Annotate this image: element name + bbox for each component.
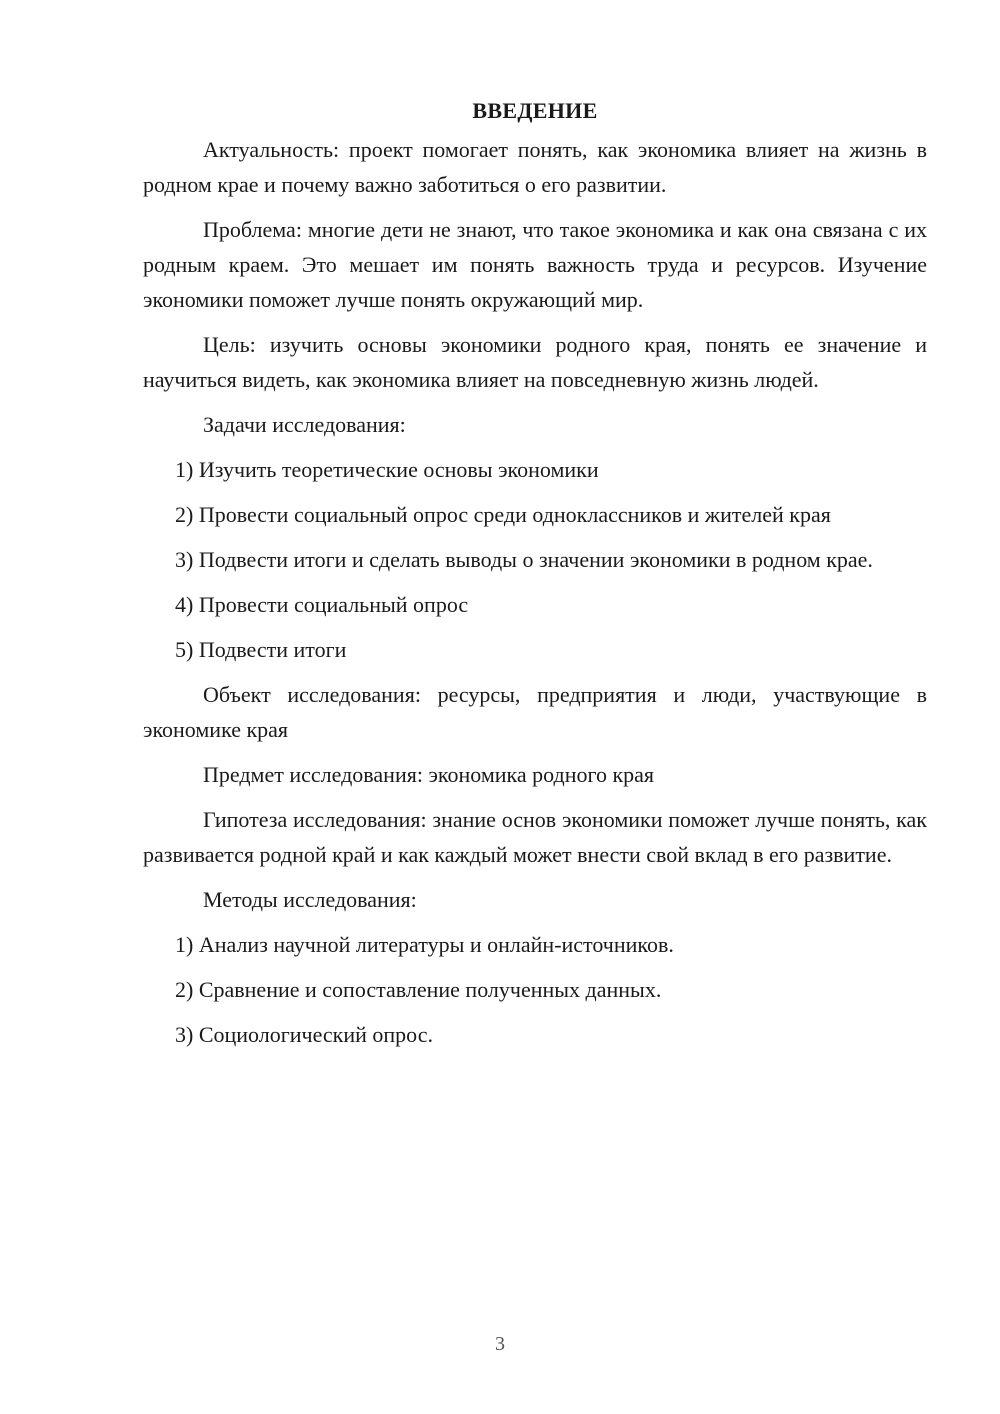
tasks-title: Задачи исследования: bbox=[203, 412, 406, 437]
method-item: 1) Анализ научной литературы и онлайн-источников. bbox=[175, 932, 674, 957]
task-item: 5) Подвести итоги bbox=[175, 637, 347, 662]
hypothesis-paragraph: Гипотеза исследования: знание основ экономики поможет лучше понять, как развивается родной край и как каждый может внести свой вклад в его развитие. bbox=[143, 807, 927, 867]
page-content bbox=[143, 96, 927, 1062]
task-item: 3) Подвести итоги и сделать выводы о значении экономики в родном крае. bbox=[175, 547, 873, 572]
subject-paragraph: Предмет исследования: экономика родного края bbox=[203, 762, 655, 787]
section-heading: ВВЕДЕНИЕ bbox=[472, 98, 598, 123]
method-item: 3) Социологический опрос. bbox=[175, 1022, 433, 1047]
task-item: 1) Изучить теоретические основы экономики bbox=[175, 457, 599, 482]
task-item: 2) Провести социальный опрос среди одноклассников и жителей края bbox=[175, 502, 831, 527]
object-paragraph: Объект исследования: ресурсы, предприятия и люди, участвующие в экономике края bbox=[143, 682, 927, 742]
page-number: 3 bbox=[495, 1333, 505, 1355]
goal-paragraph: Цель: изучить основы экономики родного края, понять ее значение и научиться видеть, как экономика влияет на повседневную жизнь людей. bbox=[143, 332, 927, 392]
methods-title: Методы исследования: bbox=[203, 887, 417, 912]
relevance-paragraph: Актуальность: проект помогает понять, как экономика влияет на жизнь в родном крае и почему важно заботиться о его развитии. bbox=[143, 137, 927, 197]
task-item: 4) Провести социальный опрос bbox=[175, 592, 469, 617]
method-item: 2) Сравнение и сопоставление полученных данных. bbox=[175, 977, 662, 1002]
problem-paragraph: Проблема: многие дети не знают, что такое экономика и как она связана с их родным краем. Это мешает им понять важность труда и ресурсов. Изучение экономики поможет лучше понять окружающий мир. bbox=[143, 217, 927, 312]
